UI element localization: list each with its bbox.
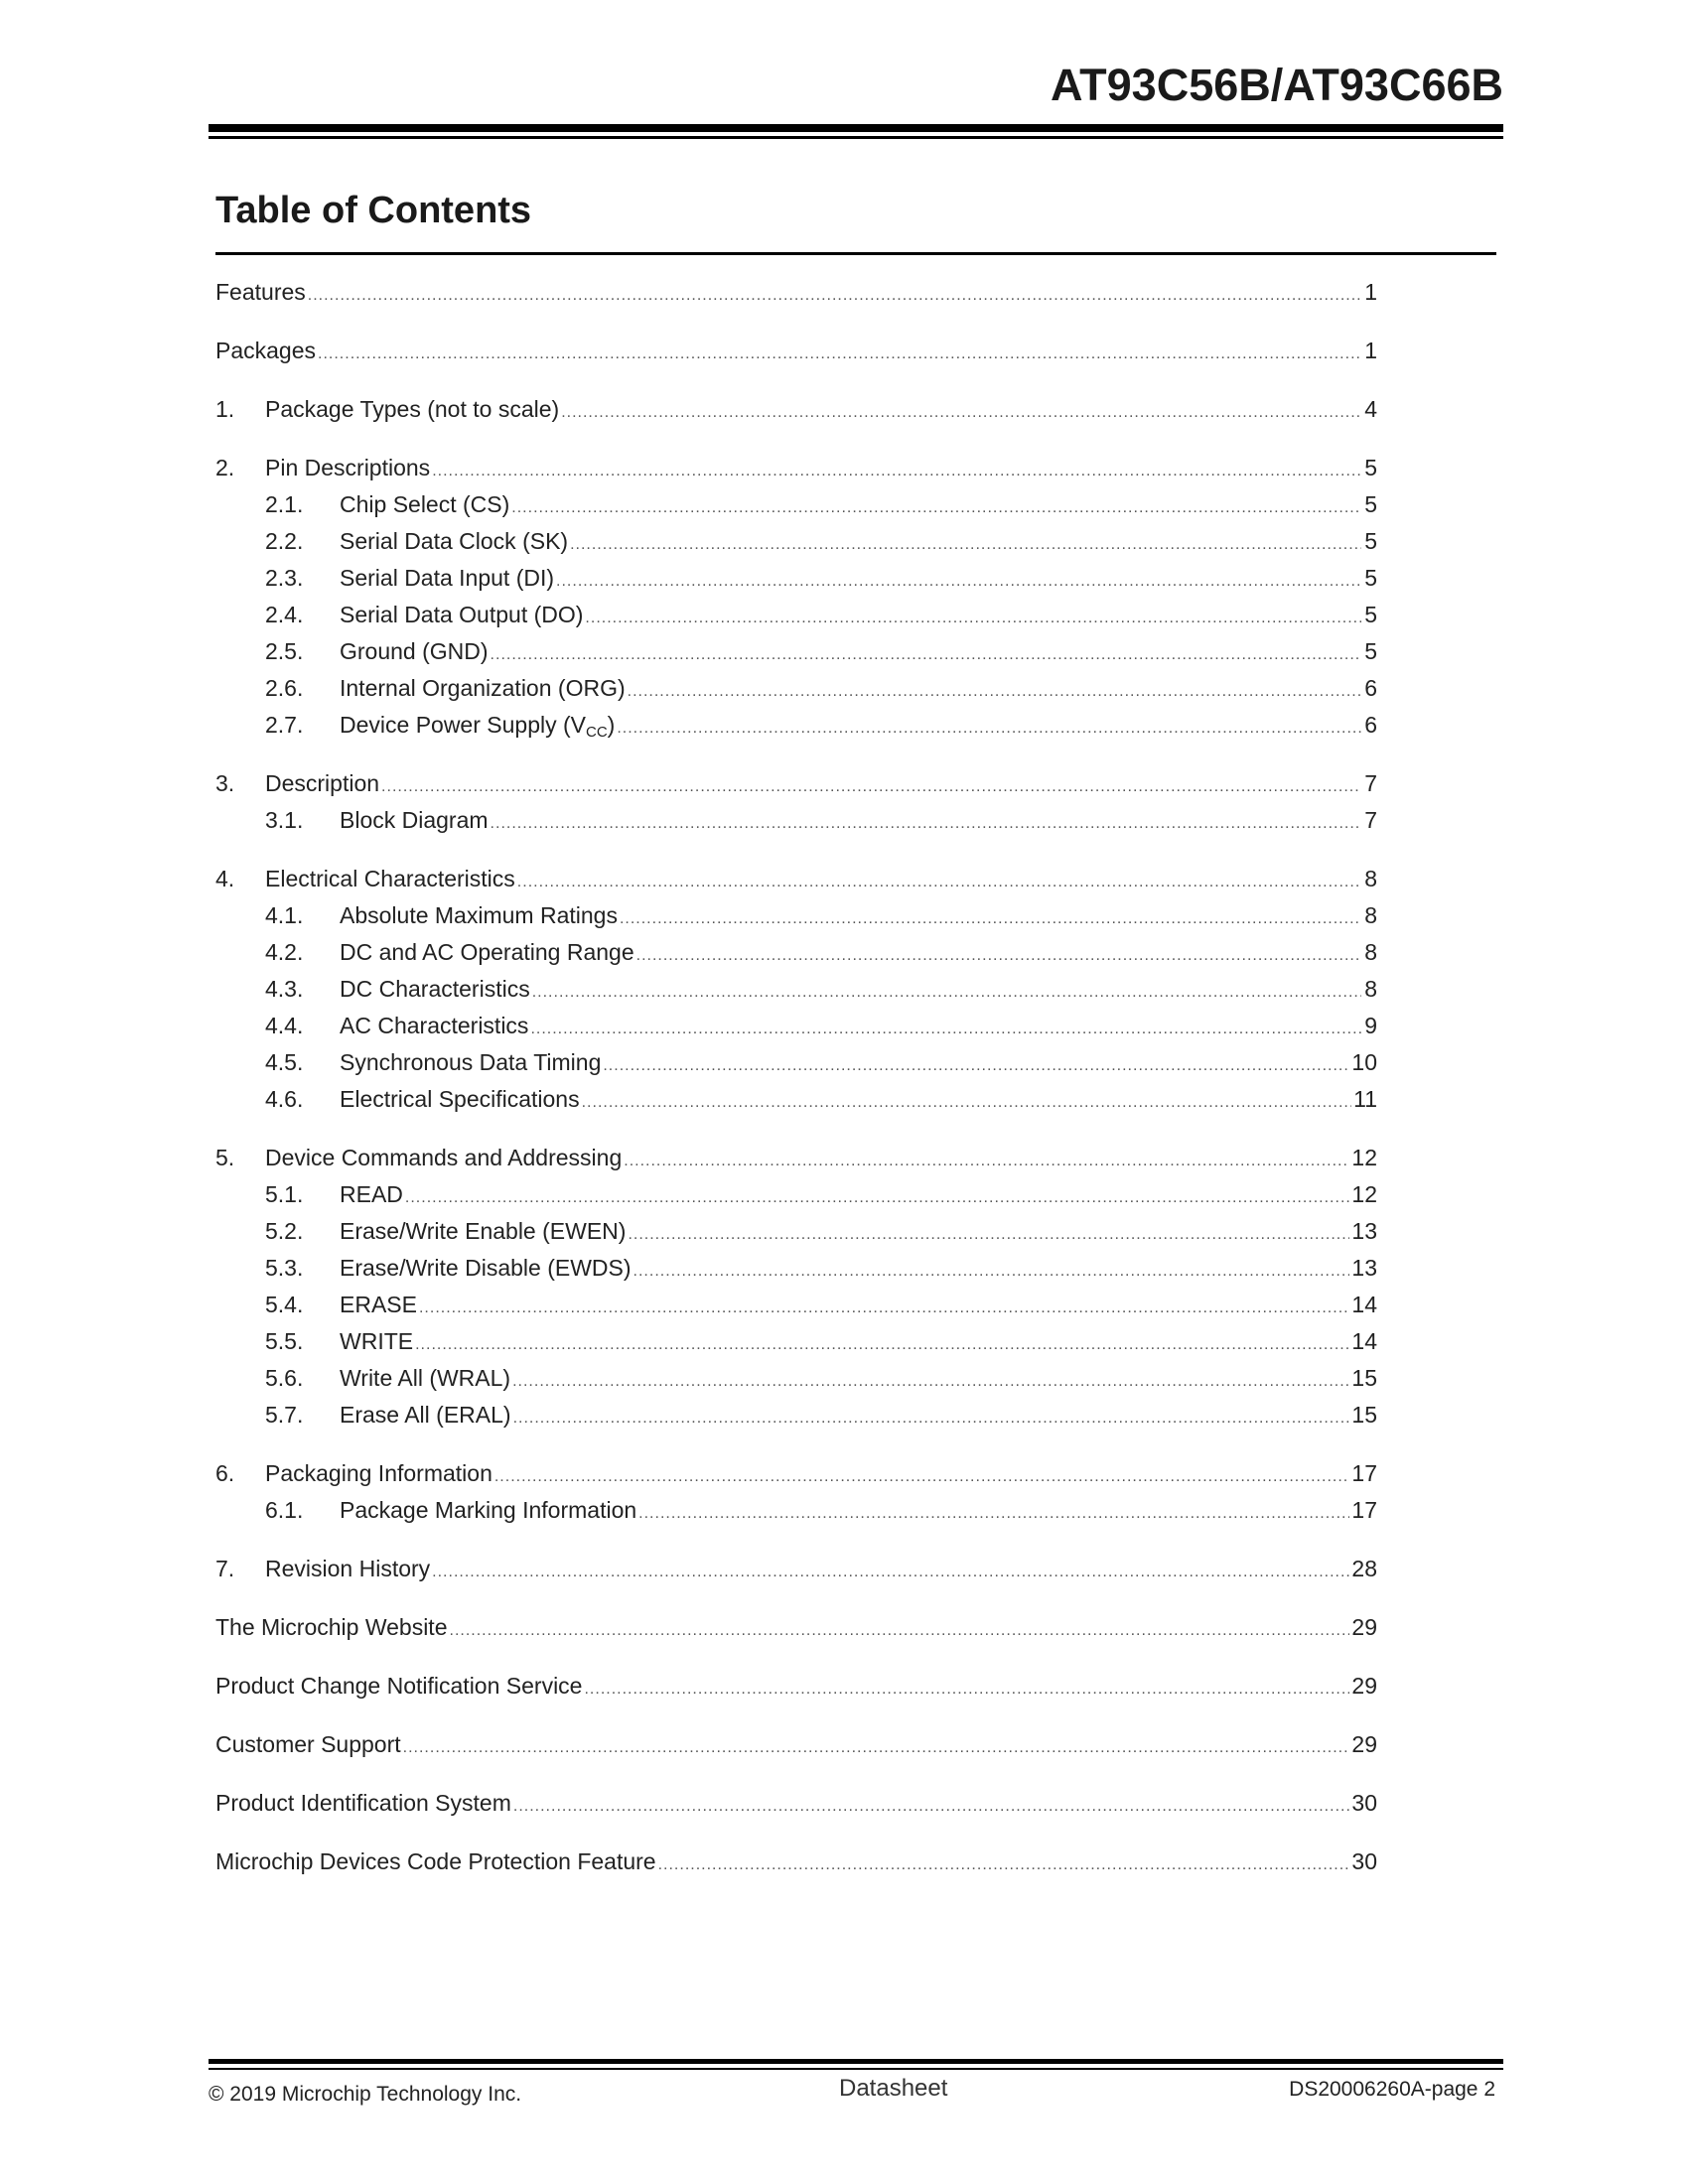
toc-entry-label [265,765,379,802]
toc-entry-page-number: 8 [1364,902,1377,928]
toc-entry-label [340,1360,510,1397]
toc-entry-number: 4.4. [265,1013,304,1038]
toc-entry-number: 2.3. [265,565,304,591]
toc-entry-label [340,523,568,560]
dot-leader [405,1179,1350,1216]
toc-entry[interactable] [215,670,1377,707]
toc-entry-label [215,274,306,311]
dot-leader [603,1047,1349,1084]
dot-leader [308,277,1361,314]
toc-entry-number: 5.3. [265,1255,304,1281]
toc-entry[interactable] [215,1081,1377,1118]
toc-heading: Table of Contents [215,190,532,231]
toc-entry-label [340,1287,417,1323]
toc-entry-label-text: Product Change Notification Service [215,1673,583,1699]
dot-leader [628,1216,1349,1253]
toc-entry-page-number: 5 [1364,491,1377,517]
toc-entry-page-number: 13 [1351,1255,1377,1281]
dot-leader [617,710,1361,747]
dot-leader [532,974,1361,1011]
dot-leader [582,1084,1352,1121]
toc-entry-label-text: Product Identification System [215,1790,511,1816]
toc-entry-label [340,633,489,670]
toc-entry-label-text: DC Characteristics [340,976,530,1002]
toc-entry-page-number: 13 [1351,1218,1377,1244]
toc-entry-label [340,1008,528,1044]
dot-leader [620,900,1361,937]
toc-entry-page-number: 7 [1364,807,1377,833]
toc-entry-label-text: Description [265,770,380,796]
toc-entry-page-number: 1 [1364,338,1377,363]
toc-entry-label-text: Serial Data Input (DI) [340,565,555,591]
toc-entry-label-text: Package Types (not to scale) [265,396,560,422]
toc-entry[interactable] [215,1044,1377,1081]
toc-entry-label-text: Block Diagram [340,807,489,833]
dot-leader [624,1143,1349,1179]
dot-leader [561,394,1361,431]
toc-entry-label [265,450,430,486]
toc-entry-label [340,1492,636,1529]
dot-leader [633,1253,1350,1290]
toc-entry-label [340,670,626,707]
dot-leader [419,1290,1349,1326]
toc-heading-rule [215,252,1496,255]
footer-rule [209,2059,1503,2064]
toc-entry-page-number: 30 [1351,1790,1377,1816]
dot-leader [517,864,1361,900]
toc-entry-page-number: 17 [1351,1460,1377,1486]
toc-entry-label-text: READ [340,1181,403,1207]
toc-entry-page-number: 1 [1364,279,1377,305]
toc-entry[interactable] [215,391,1377,428]
toc-entry-number: 2.7. [265,712,304,738]
dot-leader [415,1326,1349,1363]
toc-entry-label-text: Electrical Specifications [340,1086,580,1112]
toc-entry-label-text: Erase All (ERAL) [340,1402,511,1428]
footer-copyright: © 2019 Microchip Technology Inc. [209,2083,522,2106]
toc-entry-number: 4.2. [265,939,304,965]
toc-entry-label [215,1726,401,1763]
toc-entry-number: 3. [215,770,235,796]
toc-entry-number: 4. [215,866,235,891]
toc-entry-label-text: Erase/Write Disable (EWDS) [340,1255,632,1281]
toc-entry-label [340,707,615,744]
toc-entry-label-text: Serial Data Output (DO) [340,602,584,627]
toc-entry-page-number: 5 [1364,565,1377,591]
toc-entry-label [340,1044,601,1081]
toc-entry-page-number: 5 [1364,638,1377,664]
toc-entry-label-text: Packaging Information [265,1460,492,1486]
toc-entry-label-subscript: CC [586,724,608,741]
toc-entry-label [340,934,634,971]
toc-entry-label [215,1785,511,1822]
toc-entry-number: 5. [215,1145,235,1170]
toc-entry-label [265,1551,430,1587]
dot-leader [530,1011,1361,1047]
toc-entry-number: 4.3. [265,976,304,1002]
toc-entry-label-text: Device Power Supply (V [340,712,586,738]
footer-rule-thin [209,2068,1503,2070]
toc-entry[interactable] [215,1323,1377,1360]
toc-entry[interactable] [215,486,1377,523]
toc-entry[interactable] [215,1008,1377,1044]
table-of-contents [215,274,1377,1880]
dot-leader [432,453,1361,489]
dot-leader [491,805,1361,842]
dot-leader [403,1729,1350,1766]
toc-entry-label-text: Microchip Devices Code Protection Feature [215,1848,656,1874]
toc-entry-page-number: 6 [1364,675,1377,701]
dot-leader [556,563,1361,600]
footer-page-id: DS20006260A-page 2 [1289,2078,1495,2101]
toc-entry[interactable] [215,1551,1377,1587]
toc-entry-label [340,1176,403,1213]
toc-entry-page-number: 5 [1364,528,1377,554]
toc-entry-page-number: 12 [1351,1181,1377,1207]
dot-leader [491,636,1361,673]
toc-entry[interactable] [215,934,1377,971]
toc-entry-page-number: 8 [1364,939,1377,965]
toc-entry[interactable] [215,1455,1377,1492]
toc-entry-number: 6.1. [265,1497,304,1523]
toc-entry[interactable] [215,450,1377,486]
toc-entry[interactable] [215,1213,1377,1250]
toc-entry-page-number: 17 [1351,1497,1377,1523]
toc-entry-label [340,560,554,597]
toc-entry-label [340,802,489,839]
toc-entry-number: 2.4. [265,602,304,627]
dot-leader [494,1458,1350,1495]
toc-entry[interactable] [215,597,1377,633]
toc-entry-label-text: Device Commands and Addressing [265,1145,623,1170]
toc-entry-label-text: Internal Organization (ORG) [340,675,626,701]
toc-entry-label [215,1609,448,1646]
toc-entry-label-text: Revision History [265,1556,431,1581]
toc-entry[interactable] [215,1492,1377,1529]
dot-leader [450,1612,1350,1649]
toc-entry-label-text: ERASE [340,1292,417,1317]
toc-entry-label [340,1213,626,1250]
toc-entry-page-number: 4 [1364,396,1377,422]
toc-entry-label [340,1081,580,1118]
toc-entry-number: 4.1. [265,902,304,928]
toc-entry-label-text: Serial Data Clock (SK) [340,528,569,554]
toc-entry-label-text: Pin Descriptions [265,455,431,480]
toc-entry-label-text: Ground (GND) [340,638,489,664]
toc-entry[interactable] [215,523,1377,560]
toc-entry[interactable] [215,1360,1377,1397]
toc-entry[interactable] [215,1287,1377,1323]
toc-entry-label [340,1250,632,1287]
toc-entry-page-number: 6 [1364,712,1377,738]
dot-leader [513,1788,1350,1825]
toc-entry-label-text: AC Characteristics [340,1013,529,1038]
toc-entry[interactable] [215,897,1377,934]
toc-entry-number: 5.5. [265,1328,304,1354]
toc-entry-label [340,971,530,1008]
dot-leader [584,1671,1349,1707]
dot-leader [570,526,1361,563]
footer-doc-type: Datasheet [839,2075,948,2102]
toc-entry[interactable] [215,1176,1377,1213]
dot-leader [318,336,1361,372]
toc-entry-label [265,391,559,428]
toc-entry-page-number: 29 [1351,1673,1377,1699]
toc-entry-number: 2. [215,455,235,480]
toc-entry[interactable] [215,633,1377,670]
toc-entry-page-number: 8 [1364,976,1377,1002]
toc-entry-label [340,486,509,523]
toc-entry[interactable] [215,1668,1377,1705]
toc-entry-label [215,1668,582,1705]
toc-entry[interactable] [215,333,1377,369]
toc-entry-label-text: Erase/Write Enable (EWEN) [340,1218,627,1244]
toc-entry[interactable] [215,861,1377,897]
dot-leader [432,1554,1349,1590]
toc-entry[interactable] [215,274,1377,311]
toc-entry-page-number: 5 [1364,602,1377,627]
toc-entry-label [215,1843,656,1880]
header-rule-thin [209,136,1503,139]
toc-entry-number: 7. [215,1556,235,1581]
toc-entry-number: 5.7. [265,1402,304,1428]
toc-entry[interactable] [215,560,1377,597]
toc-entry[interactable] [215,765,1377,802]
toc-entry[interactable] [215,1726,1377,1763]
toc-entry-label [340,1397,511,1433]
toc-entry-number: 5.2. [265,1218,304,1244]
toc-entry[interactable] [215,971,1377,1008]
toc-entry[interactable] [215,1250,1377,1287]
toc-entry-label-text: Write All (WRAL) [340,1365,511,1391]
toc-entry-number: 2.1. [265,491,304,517]
toc-entry-label-text: Synchronous Data Timing [340,1049,602,1075]
toc-entry-number: 5.4. [265,1292,304,1317]
toc-entry-page-number: 10 [1351,1049,1377,1075]
toc-entry-number: 6. [215,1460,235,1486]
toc-entry-label [265,1140,622,1176]
toc-entry-label [340,597,583,633]
toc-entry-label-text: DC and AC Operating Range [340,939,634,965]
toc-entry[interactable] [215,707,1377,744]
toc-entry-label [265,861,515,897]
dot-leader [511,489,1361,526]
toc-entry-page-number: 29 [1351,1614,1377,1640]
toc-entry-page-number: 9 [1364,1013,1377,1038]
toc-entry-page-number: 29 [1351,1731,1377,1757]
toc-entry-label [265,1455,492,1492]
toc-entry-page-number: 8 [1364,866,1377,891]
toc-entry-number: 5.1. [265,1181,304,1207]
toc-entry-label-text: Customer Support [215,1731,401,1757]
toc-entry-label-text: Features [215,279,306,305]
dot-leader [512,1363,1349,1400]
toc-entry[interactable] [215,1785,1377,1822]
toc-entry-label-text: Electrical Characteristics [265,866,515,891]
toc-entry-label-text: Absolute Maximum Ratings [340,902,618,928]
toc-entry-number: 3.1. [265,807,304,833]
dot-leader [638,1495,1349,1532]
toc-entry-number: 2.6. [265,675,304,701]
header-rule [209,124,1503,132]
toc-entry-page-number: 14 [1351,1292,1377,1317]
toc-entry-label-suffix: ) [607,712,616,738]
toc-entry-label [340,1323,413,1360]
dot-leader [658,1846,1350,1883]
dot-leader [636,937,1361,974]
document-title: AT93C56B/AT93C66B [1051,60,1503,110]
toc-entry-page-number: 5 [1364,455,1377,480]
toc-entry-number: 1. [215,396,235,422]
toc-entry-number: 5.6. [265,1365,304,1391]
toc-entry-page-number: 7 [1364,770,1377,796]
toc-entry-label-text: Package Marking Information [340,1497,637,1523]
toc-entry-page-number: 28 [1351,1556,1377,1581]
toc-entry-label-text: Chip Select (CS) [340,491,510,517]
toc-entry-label-text: WRITE [340,1328,414,1354]
toc-entry[interactable] [215,802,1377,839]
toc-entry-label-text: Packages [215,338,317,363]
toc-entry[interactable] [215,1397,1377,1433]
toc-entry-page-number: 14 [1351,1328,1377,1354]
toc-entry-label [215,333,316,369]
toc-entry-label [340,897,618,934]
toc-entry-page-number: 15 [1351,1365,1377,1391]
toc-entry[interactable] [215,1140,1377,1176]
toc-entry[interactable] [215,1609,1377,1646]
dot-leader [381,768,1361,805]
dot-leader [513,1400,1350,1436]
toc-entry-page-number: 15 [1351,1402,1377,1428]
toc-entry-label-text: The Microchip Website [215,1614,448,1640]
toc-entry-page-number: 11 [1353,1086,1377,1112]
toc-entry[interactable] [215,1843,1377,1880]
toc-entry-page-number: 30 [1351,1848,1377,1874]
toc-entry-number: 4.6. [265,1086,304,1112]
toc-entry-page-number: 12 [1351,1145,1377,1170]
dot-leader [585,600,1361,636]
toc-entry-number: 4.5. [265,1049,304,1075]
toc-entry-number: 2.5. [265,638,304,664]
dot-leader [628,673,1361,710]
toc-entry-number: 2.2. [265,528,304,554]
